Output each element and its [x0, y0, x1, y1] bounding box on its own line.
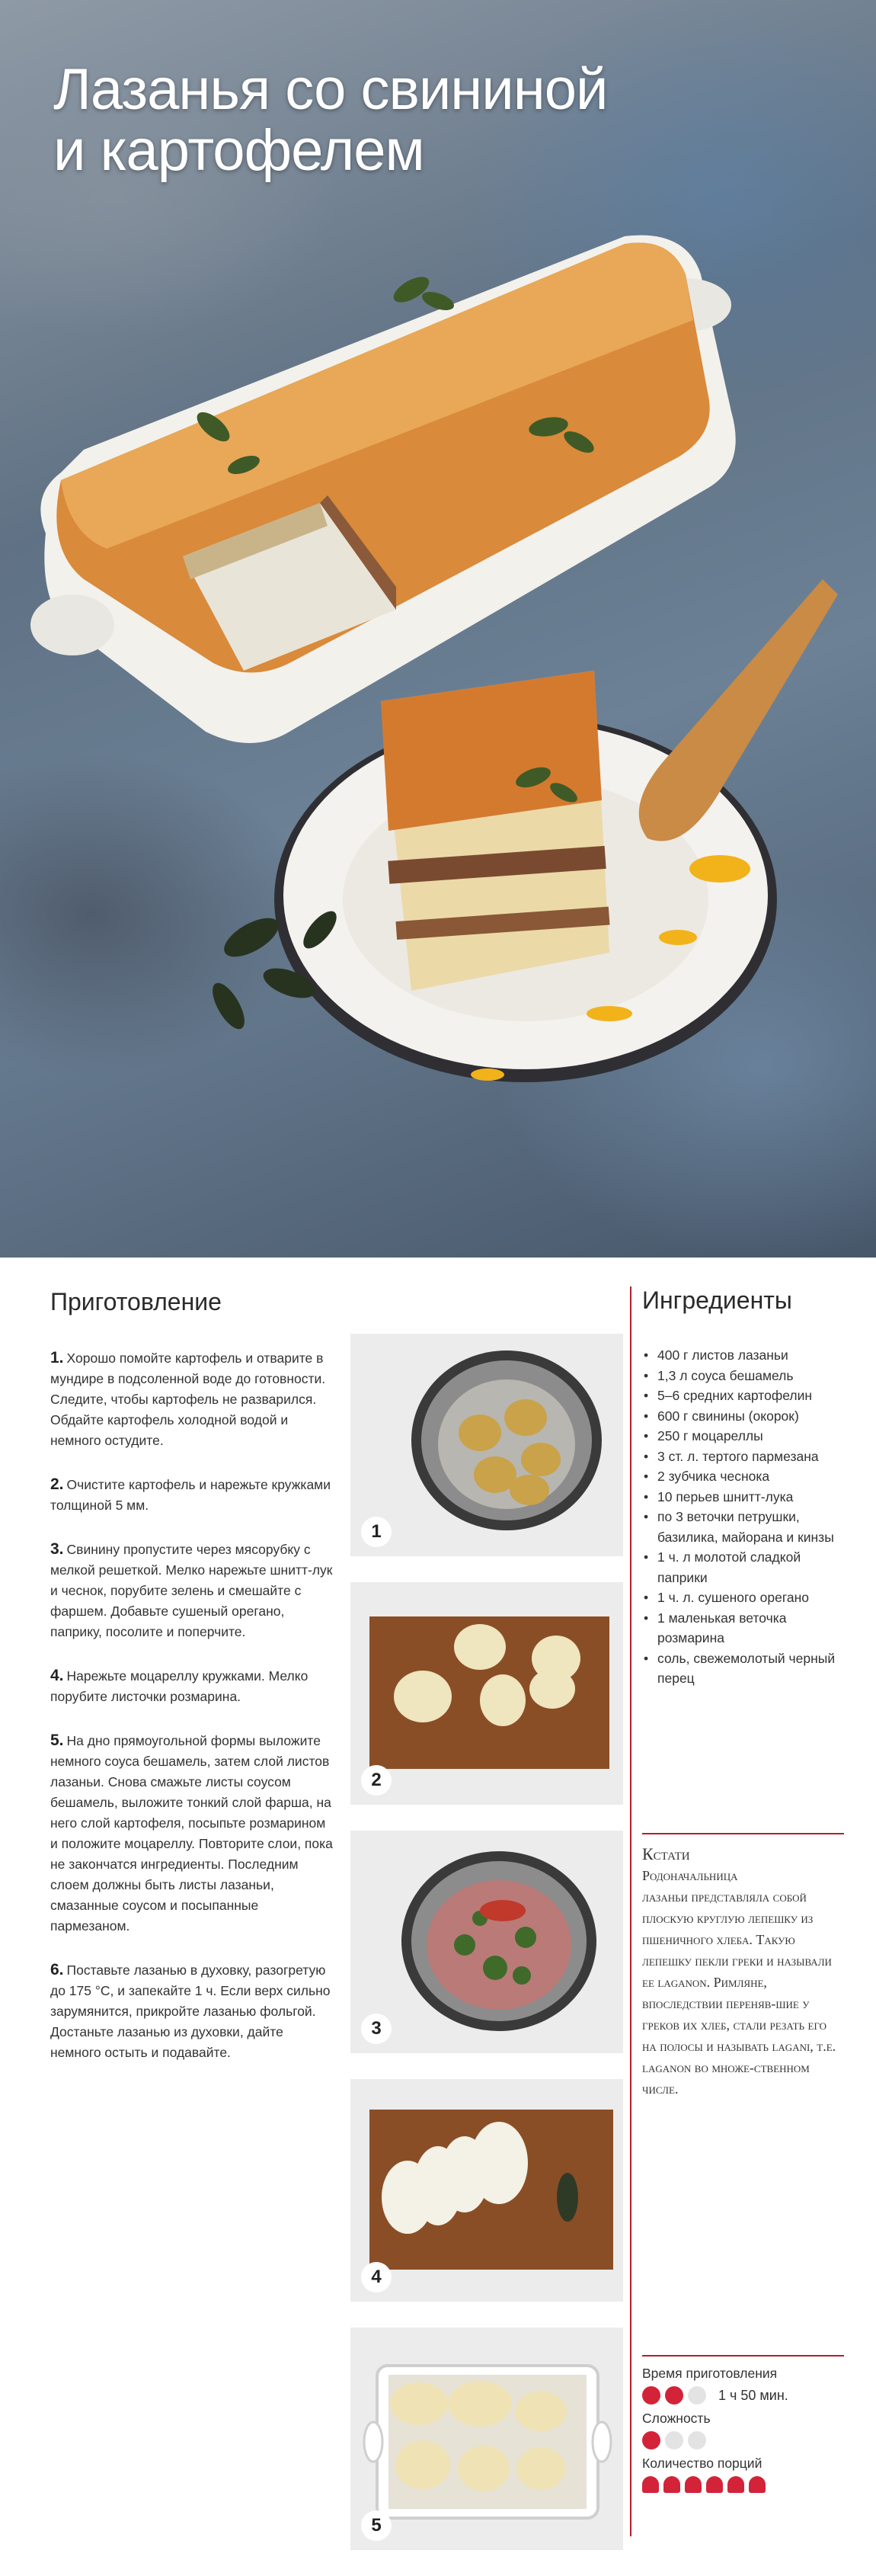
step-1	[50, 1347, 336, 1451]
step-4	[50, 1665, 336, 1707]
ingredient-item: • 1 маленькая веточка розмарина	[642, 1608, 844, 1648]
ingredient-item: • 3 ст. л. тертого пармезана	[642, 1447, 844, 1467]
step-photo-2	[350, 1582, 623, 1805]
cooking-time-rating	[642, 2386, 706, 2405]
ingredient-item: • 250 г моцареллы	[642, 1426, 844, 1447]
chef-hat-icon	[642, 2431, 660, 2449]
cooking-time-row	[642, 2386, 844, 2405]
serving-icon	[685, 2476, 702, 2493]
step-number: 1.	[50, 1348, 64, 1366]
step-number: 4.	[50, 1666, 64, 1684]
recipe-meta	[642, 2355, 844, 2493]
fun-fact-box	[642, 1833, 844, 2100]
preparation-steps	[50, 1334, 336, 2086]
serving-icon	[663, 2476, 680, 2493]
ingredient-item: • 2 зубчика чеснока	[642, 1466, 844, 1487]
serving-icon	[749, 2476, 766, 2493]
step-text: Свинину пропустите через мясорубку с мелкой решеткой. Мелко нарежьте шнитт-лук и чеснок, порубите зелень и смешайте с фаршем. Добавьте сушеный орегано, паприку, посолите и поперчите.	[50, 1541, 333, 1639]
difficulty-label: Сложность	[642, 2411, 711, 2426]
ingredient-item: • 600 г свинины (окорок)	[642, 1406, 844, 1427]
recipe-title	[53, 59, 607, 181]
step-photo-number: 4	[361, 2262, 392, 2292]
ingredients-heading: Ингредиенты	[642, 1286, 792, 1314]
ingredients-panel	[642, 1286, 844, 1689]
step-text: На дно прямоугольной формы выложите немного соуса бешамель, затем слой листов лазаньи. Снова смажьте листы соусом бешамель, выложите тонкий слой фарша, на него слой картофеля, посыпьте розмарином и положите моцареллу. Повторите слои, пока не закончатся ингредиенты. Последним слоем должны быть листы лазаньи, смазанные соусом и посыпанные пармезаном.	[50, 1732, 333, 1934]
baking-dish	[30, 235, 736, 743]
step-3	[50, 1539, 336, 1642]
step-number: 2.	[50, 1475, 64, 1493]
fun-fact-subtitle: Родоначальница	[642, 1868, 738, 1883]
step-text: Нарежьте моцареллу кружками. Мелко порубите листочки розмарина.	[50, 1668, 309, 1704]
ingredients-divider	[630, 1286, 631, 2536]
recipe-title-line-2: и картофелем	[53, 118, 424, 183]
step-number: 5.	[50, 1731, 64, 1749]
ingredient-item: • 1,3 л соуса бешамель	[642, 1366, 844, 1386]
step-2	[50, 1474, 336, 1516]
hero-photo	[0, 0, 876, 1258]
chef-hat-icon	[688, 2431, 706, 2449]
lasagna-slice	[381, 671, 609, 991]
serving-icon	[727, 2476, 744, 2493]
ingredient-item: • 10 перьев шнитт-лука	[642, 1487, 844, 1507]
step-text: Очистите картофель и нарежьте кружками толщиной 5 мм.	[50, 1476, 331, 1513]
step-photos	[350, 1334, 623, 2576]
step-photo-1	[350, 1334, 623, 1556]
servings-label: Количество порций	[642, 2456, 763, 2471]
chef-hat-icon	[665, 2431, 683, 2449]
recipe-title-line-1: Лазанья со свининой	[53, 57, 608, 122]
step-photo-3	[350, 1831, 623, 2053]
clock-icon	[688, 2386, 706, 2405]
step-5	[50, 1730, 336, 1937]
difficulty-rating	[642, 2431, 844, 2449]
step-text: Поставьте лазанью в духовку, разогретую до 175 °С, и запекайте 1 ч. Если верх сильно зарумянится, прикройте лазанью фольгой. Достаньте лазанью из духовки, дайте немного остыть и подавайте.	[50, 1962, 331, 2060]
cooking-time-label: Время приготовления	[642, 2366, 778, 2381]
ingredient-item: • по 3 веточки петрушки, базилика, майорана и кинзы	[642, 1507, 844, 1547]
step-text: Хорошо помойте картофель и отварите в мундире в подсоленной воде до готовности. Следите, чтобы картофель не разварился. Обдайте картофель холодной водой и немного остудите.	[50, 1350, 326, 1448]
meta-divider	[642, 2355, 844, 2357]
step-photo-number: 3	[361, 2014, 392, 2044]
ingredients-list	[642, 1345, 844, 1689]
clock-icon	[665, 2386, 683, 2405]
serving-icon	[706, 2476, 723, 2493]
ingredient-item: • соль, свежемолотый черный перец	[642, 1648, 844, 1689]
step-number: 3.	[50, 1540, 64, 1558]
fun-fact-title: Кстати	[642, 1844, 690, 1863]
wooden-spatula	[639, 579, 838, 841]
step-photo-number: 5	[361, 2510, 392, 2541]
step-number: 6.	[50, 1960, 64, 1978]
step-photo-4	[350, 2079, 623, 2302]
step-6	[50, 1959, 336, 2063]
cooking-time-value: 1 ч 50 мин.	[718, 2387, 788, 2403]
servings-rating	[642, 2476, 844, 2493]
ingredient-item: • 400 г листов лазаньи	[642, 1345, 844, 1366]
step-photo-number: 1	[361, 1517, 392, 1547]
fun-fact-text: лазаньи представляла собой плоскую круглую лепешку из пшеничного хлеба. Такую лепешку пекли греки и называли ее laganon. Римляне, впоследствии переняв-шие у греков их хлеб, стали резать его на полосы и называть lagani, т.е. laganon во множе-ственном числе.	[642, 1889, 836, 2097]
ingredient-item: • 1 ч. л молотой сладкой паприки	[642, 1547, 844, 1588]
clock-icon	[642, 2386, 660, 2405]
preparation-heading: Приготовление	[50, 1288, 222, 1315]
ingredient-item: • 1 ч. л. сушеного орегано	[642, 1588, 844, 1608]
ingredient-item: • 5–6 средних картофелин	[642, 1386, 844, 1406]
serving-icon	[642, 2476, 659, 2493]
step-photo-number: 2	[361, 1765, 392, 1796]
lasagna-illustration	[0, 0, 876, 1258]
step-photo-5	[350, 2328, 623, 2550]
